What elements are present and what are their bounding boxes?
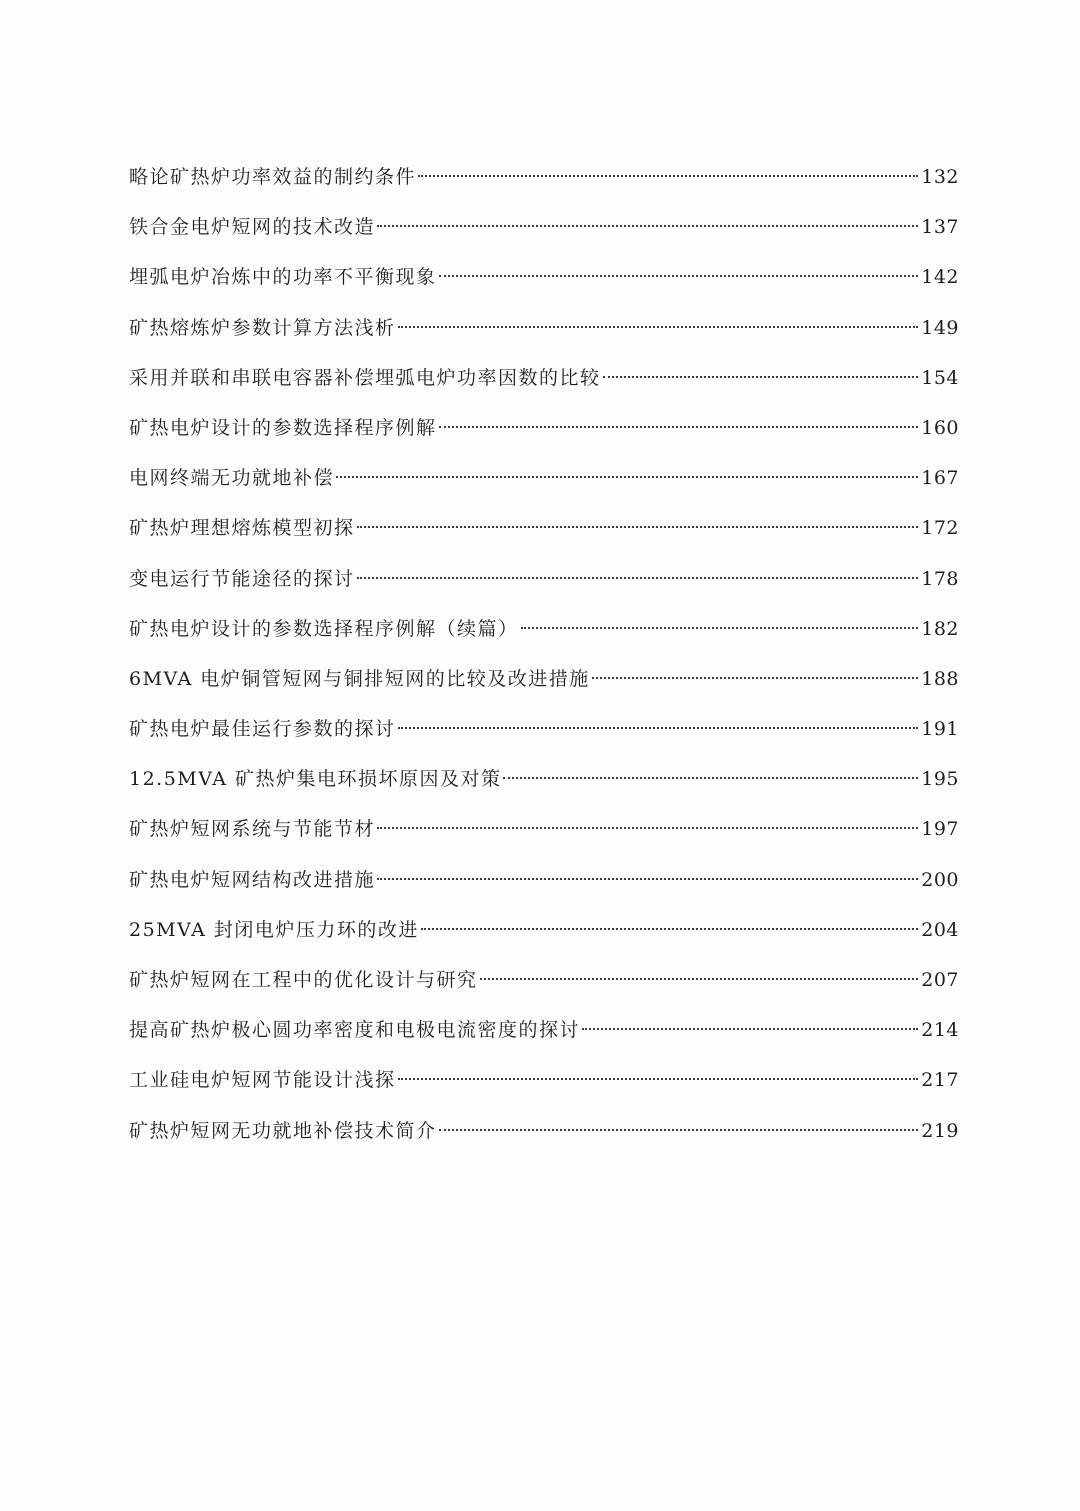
toc-entry-page-number: 167 <box>921 467 959 490</box>
dot-leader <box>377 878 918 880</box>
toc-entry-title: 矿热炉短网在工程中的优化设计与研究 <box>129 969 478 991</box>
dot-leader <box>377 827 918 829</box>
toc-entry <box>129 509 959 559</box>
toc-entry-page-number: 137 <box>921 216 959 239</box>
toc-entry <box>129 660 959 710</box>
toc-entry-page-number: 178 <box>921 567 959 590</box>
toc-entry <box>129 258 959 308</box>
toc-entry-title: 6MVA 电炉铜管短网与铜排短网的比较及改进措施 <box>129 667 590 690</box>
toc-entry-title: 矿热电炉设计的参数选择程序例解（续篇） <box>129 617 519 640</box>
toc-entry-title: 矿热炉理想熔炼模型初探 <box>129 517 355 540</box>
toc-entry-title: 矿热炉短网系统与节能节材 <box>129 818 376 841</box>
toc-entry <box>129 1112 959 1162</box>
toc-entry-title: 矿热电炉短网结构改进措施 <box>129 868 376 891</box>
dot-leader <box>357 577 919 579</box>
dot-leader <box>603 376 919 378</box>
toc-entry-page-number: 188 <box>921 667 959 690</box>
table-of-contents <box>129 158 959 1162</box>
toc-entry-page-number: 149 <box>921 316 959 339</box>
toc-entry <box>129 158 959 208</box>
dot-leader <box>521 627 919 629</box>
toc-entry <box>129 810 959 860</box>
dot-leader <box>336 476 918 478</box>
toc-entry-title: 铁合金电炉短网的技术改造 <box>129 216 376 239</box>
toc-entry-page-number: 207 <box>921 969 959 991</box>
toc-entry-page-number: 182 <box>921 617 959 640</box>
toc-entry-title: 提高矿热炉极心圆功率密度和电极电流密度的探讨 <box>129 1019 581 1042</box>
toc-entry <box>129 359 959 409</box>
toc-entry-title: 埋弧电炉冶炼中的功率不平衡现象 <box>129 266 437 289</box>
dot-leader <box>357 526 919 528</box>
toc-entry-title: 25MVA 封闭电炉压力环的改进 <box>129 918 419 941</box>
dot-leader <box>480 978 919 980</box>
dot-leader <box>503 777 918 779</box>
toc-entry <box>129 1061 959 1111</box>
dot-leader <box>421 928 918 930</box>
dot-leader <box>439 275 919 277</box>
dot-leader <box>398 1078 919 1080</box>
toc-entry-page-number: 200 <box>921 868 959 891</box>
toc-entry-page-number: 195 <box>921 768 959 791</box>
toc-entry-title: 采用并联和串联电容器补偿埋弧电炉功率因数的比较 <box>129 366 601 389</box>
dot-leader <box>439 1129 919 1131</box>
dot-leader <box>592 677 918 679</box>
toc-entry-title: 变电运行节能途径的探讨 <box>129 567 355 590</box>
toc-entry <box>129 409 959 459</box>
toc-entry <box>129 911 959 961</box>
toc-entry-title: 略论矿热炉功率效益的制约条件 <box>129 166 417 188</box>
toc-entry-page-number: 132 <box>921 166 959 188</box>
dot-leader <box>439 426 919 428</box>
toc-entry <box>129 309 959 359</box>
toc-entry-page-number: 197 <box>921 818 959 841</box>
toc-entry <box>129 610 959 660</box>
toc-entry <box>129 861 959 911</box>
toc-entry <box>129 560 959 610</box>
toc-entry-page-number: 160 <box>921 416 959 439</box>
dot-leader <box>398 727 919 729</box>
dot-leader <box>418 175 918 177</box>
dot-leader <box>377 225 918 227</box>
toc-entry-page-number: 172 <box>921 517 959 540</box>
toc-entry <box>129 1011 959 1061</box>
toc-entry <box>129 961 959 1011</box>
toc-entry-page-number: 214 <box>921 1019 959 1042</box>
dot-leader <box>398 326 919 328</box>
toc-entry-title: 矿热电炉设计的参数选择程序例解 <box>129 416 437 439</box>
toc-entry <box>129 208 959 258</box>
toc-entry <box>129 459 959 509</box>
toc-entry-page-number: 217 <box>921 1069 959 1092</box>
toc-entry-page-number: 154 <box>921 366 959 389</box>
toc-entry-title: 矿热炉短网无功就地补偿技术简介 <box>129 1119 437 1142</box>
toc-entry-page-number: 204 <box>921 918 959 941</box>
toc-entry-title: 矿热电炉最佳运行参数的探讨 <box>129 718 396 741</box>
toc-entry <box>129 760 959 810</box>
toc-entry-title: 工业硅电炉短网节能设计浅探 <box>129 1069 396 1092</box>
toc-entry-title: 矿热熔炼炉参数计算方法浅析 <box>129 316 396 339</box>
toc-entry-title: 12.5MVA 矿热炉集电环损坏原因及对策 <box>129 768 502 791</box>
dot-leader <box>582 1028 918 1030</box>
toc-entry <box>129 710 959 760</box>
toc-entry-page-number: 219 <box>921 1119 959 1142</box>
toc-entry-page-number: 191 <box>921 718 959 741</box>
toc-entry-title: 电网终端无功就地补偿 <box>129 467 335 490</box>
toc-entry-page-number: 142 <box>921 266 959 289</box>
